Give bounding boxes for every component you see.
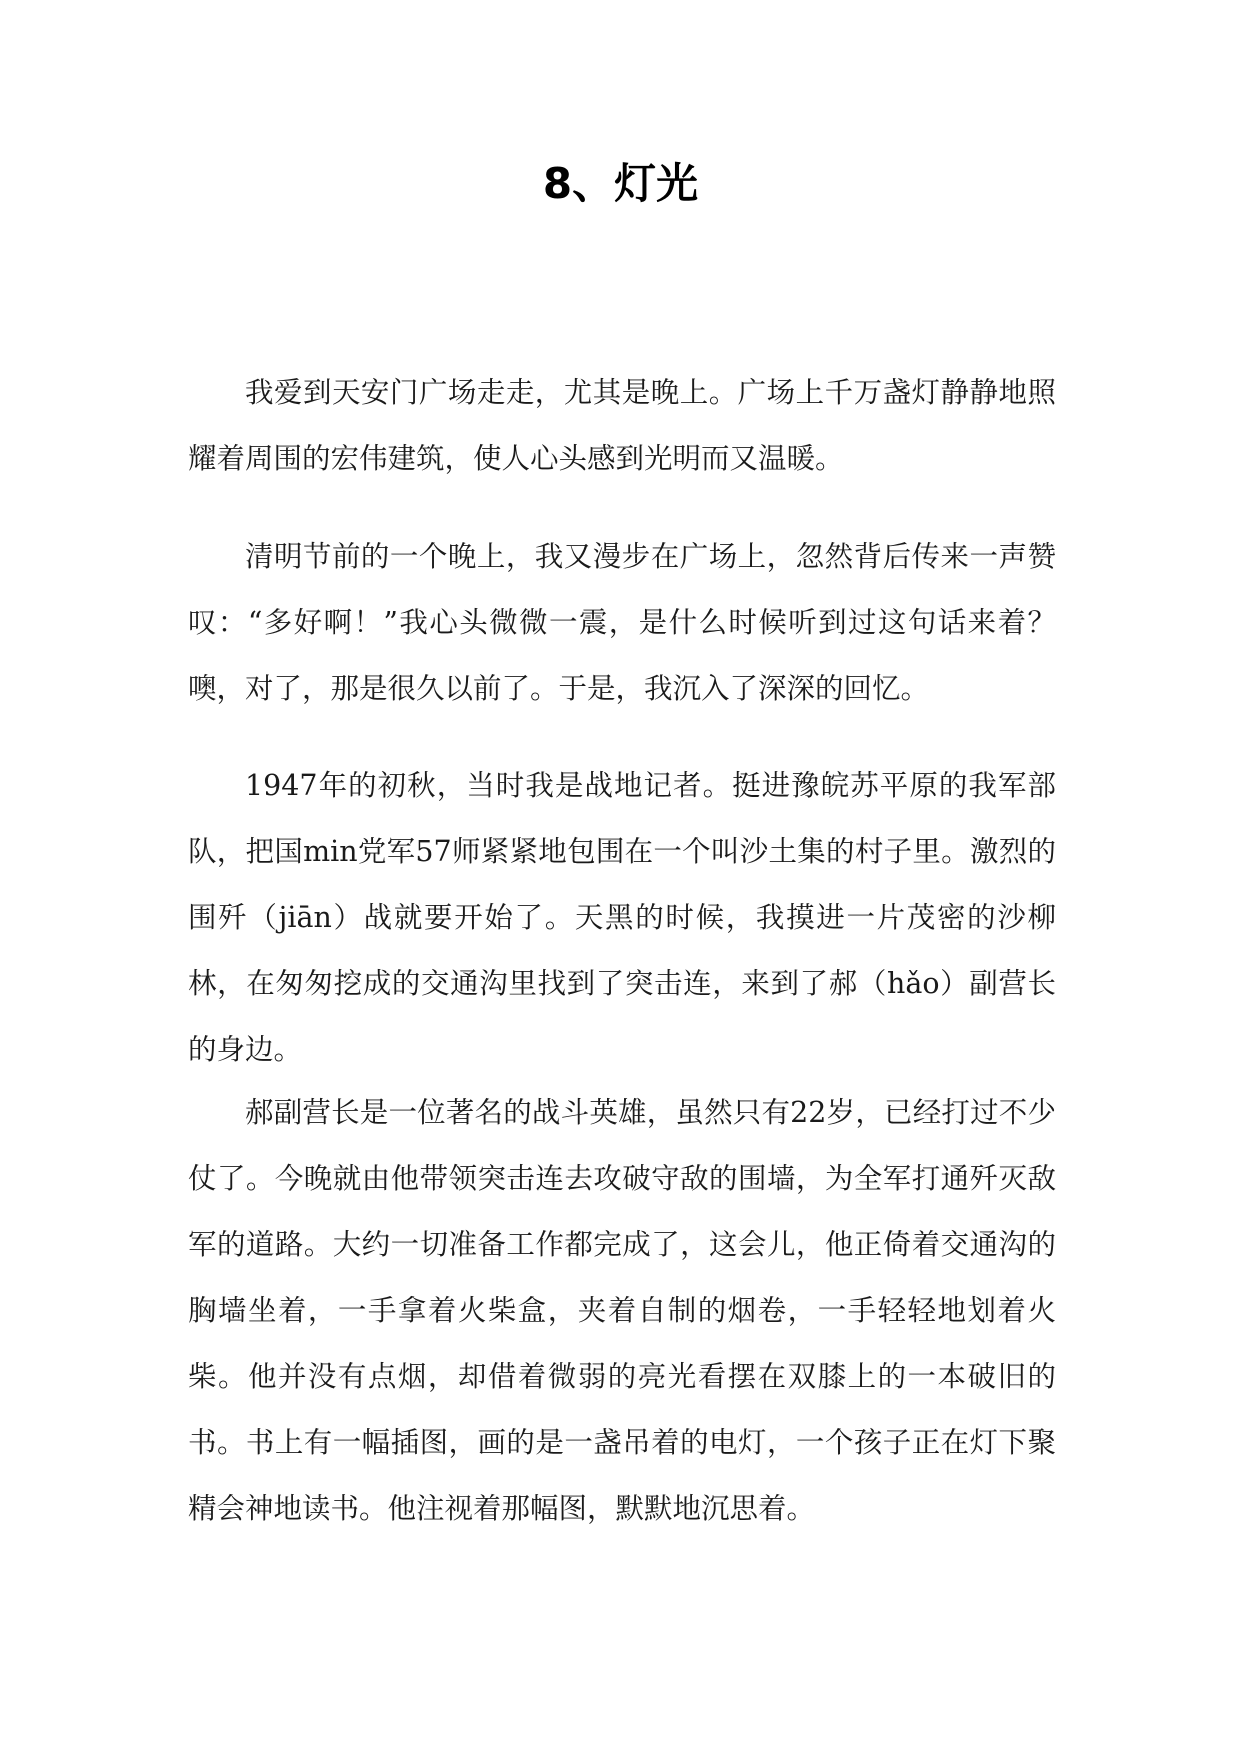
paragraph-4: 郝副营长是一位著名的战斗英雄，虽然只有22岁，已经打过不少仗了。今晚就由他带领突击连去攻破守敌的围墙，为全军打通歼灭敌军的道路。大约一切准备工作都完成了，这会儿，他正倚着交通沟的胸墙坐着，一手拿着火柴盒，夹着自制的烟卷，一手轻轻地划着火柴。他并没有点烟，却借着微弱的亮光看摆在双膝上的一本破旧的书。书上有一幅插图，画的是一盏吊着的电灯，一个孩子正在灯下聚精会神地读书。他注视着那幅图，默默地沉思着。 — [188, 1096, 1056, 1525]
paragraph-1: 我爱到天安门广场走走，尤其是晚上。广场上千万盏灯静静地照耀着周围的宏伟建筑，使人心头感到光明而又温暖。 — [188, 376, 1056, 475]
page-title: 8、灯光 — [542, 159, 699, 208]
paragraph-2: 清明节前的一个晚上，我又漫步在广场上，忽然背后传来一声赞叹：“多好啊！”我心头微微一震，是什么时候听到过这句话来着？噢，对了，那是很久以前了。于是，我沉入了深深的回忆。 — [188, 540, 1056, 705]
paragraph-3: 1947年的初秋，当时我是战地记者。挺进豫皖苏平原的我军部队，把国min党军57师紧紧地包围在一个叫沙土集的村子里。激烈的围歼（jiān）战就要开始了。天黑的时候，我摸进一片茂密的沙柳林，在匆匆挖成的交通沟里找到了突击连，来到了郝（hǎo）副营长的身边。 — [188, 769, 1056, 1066]
